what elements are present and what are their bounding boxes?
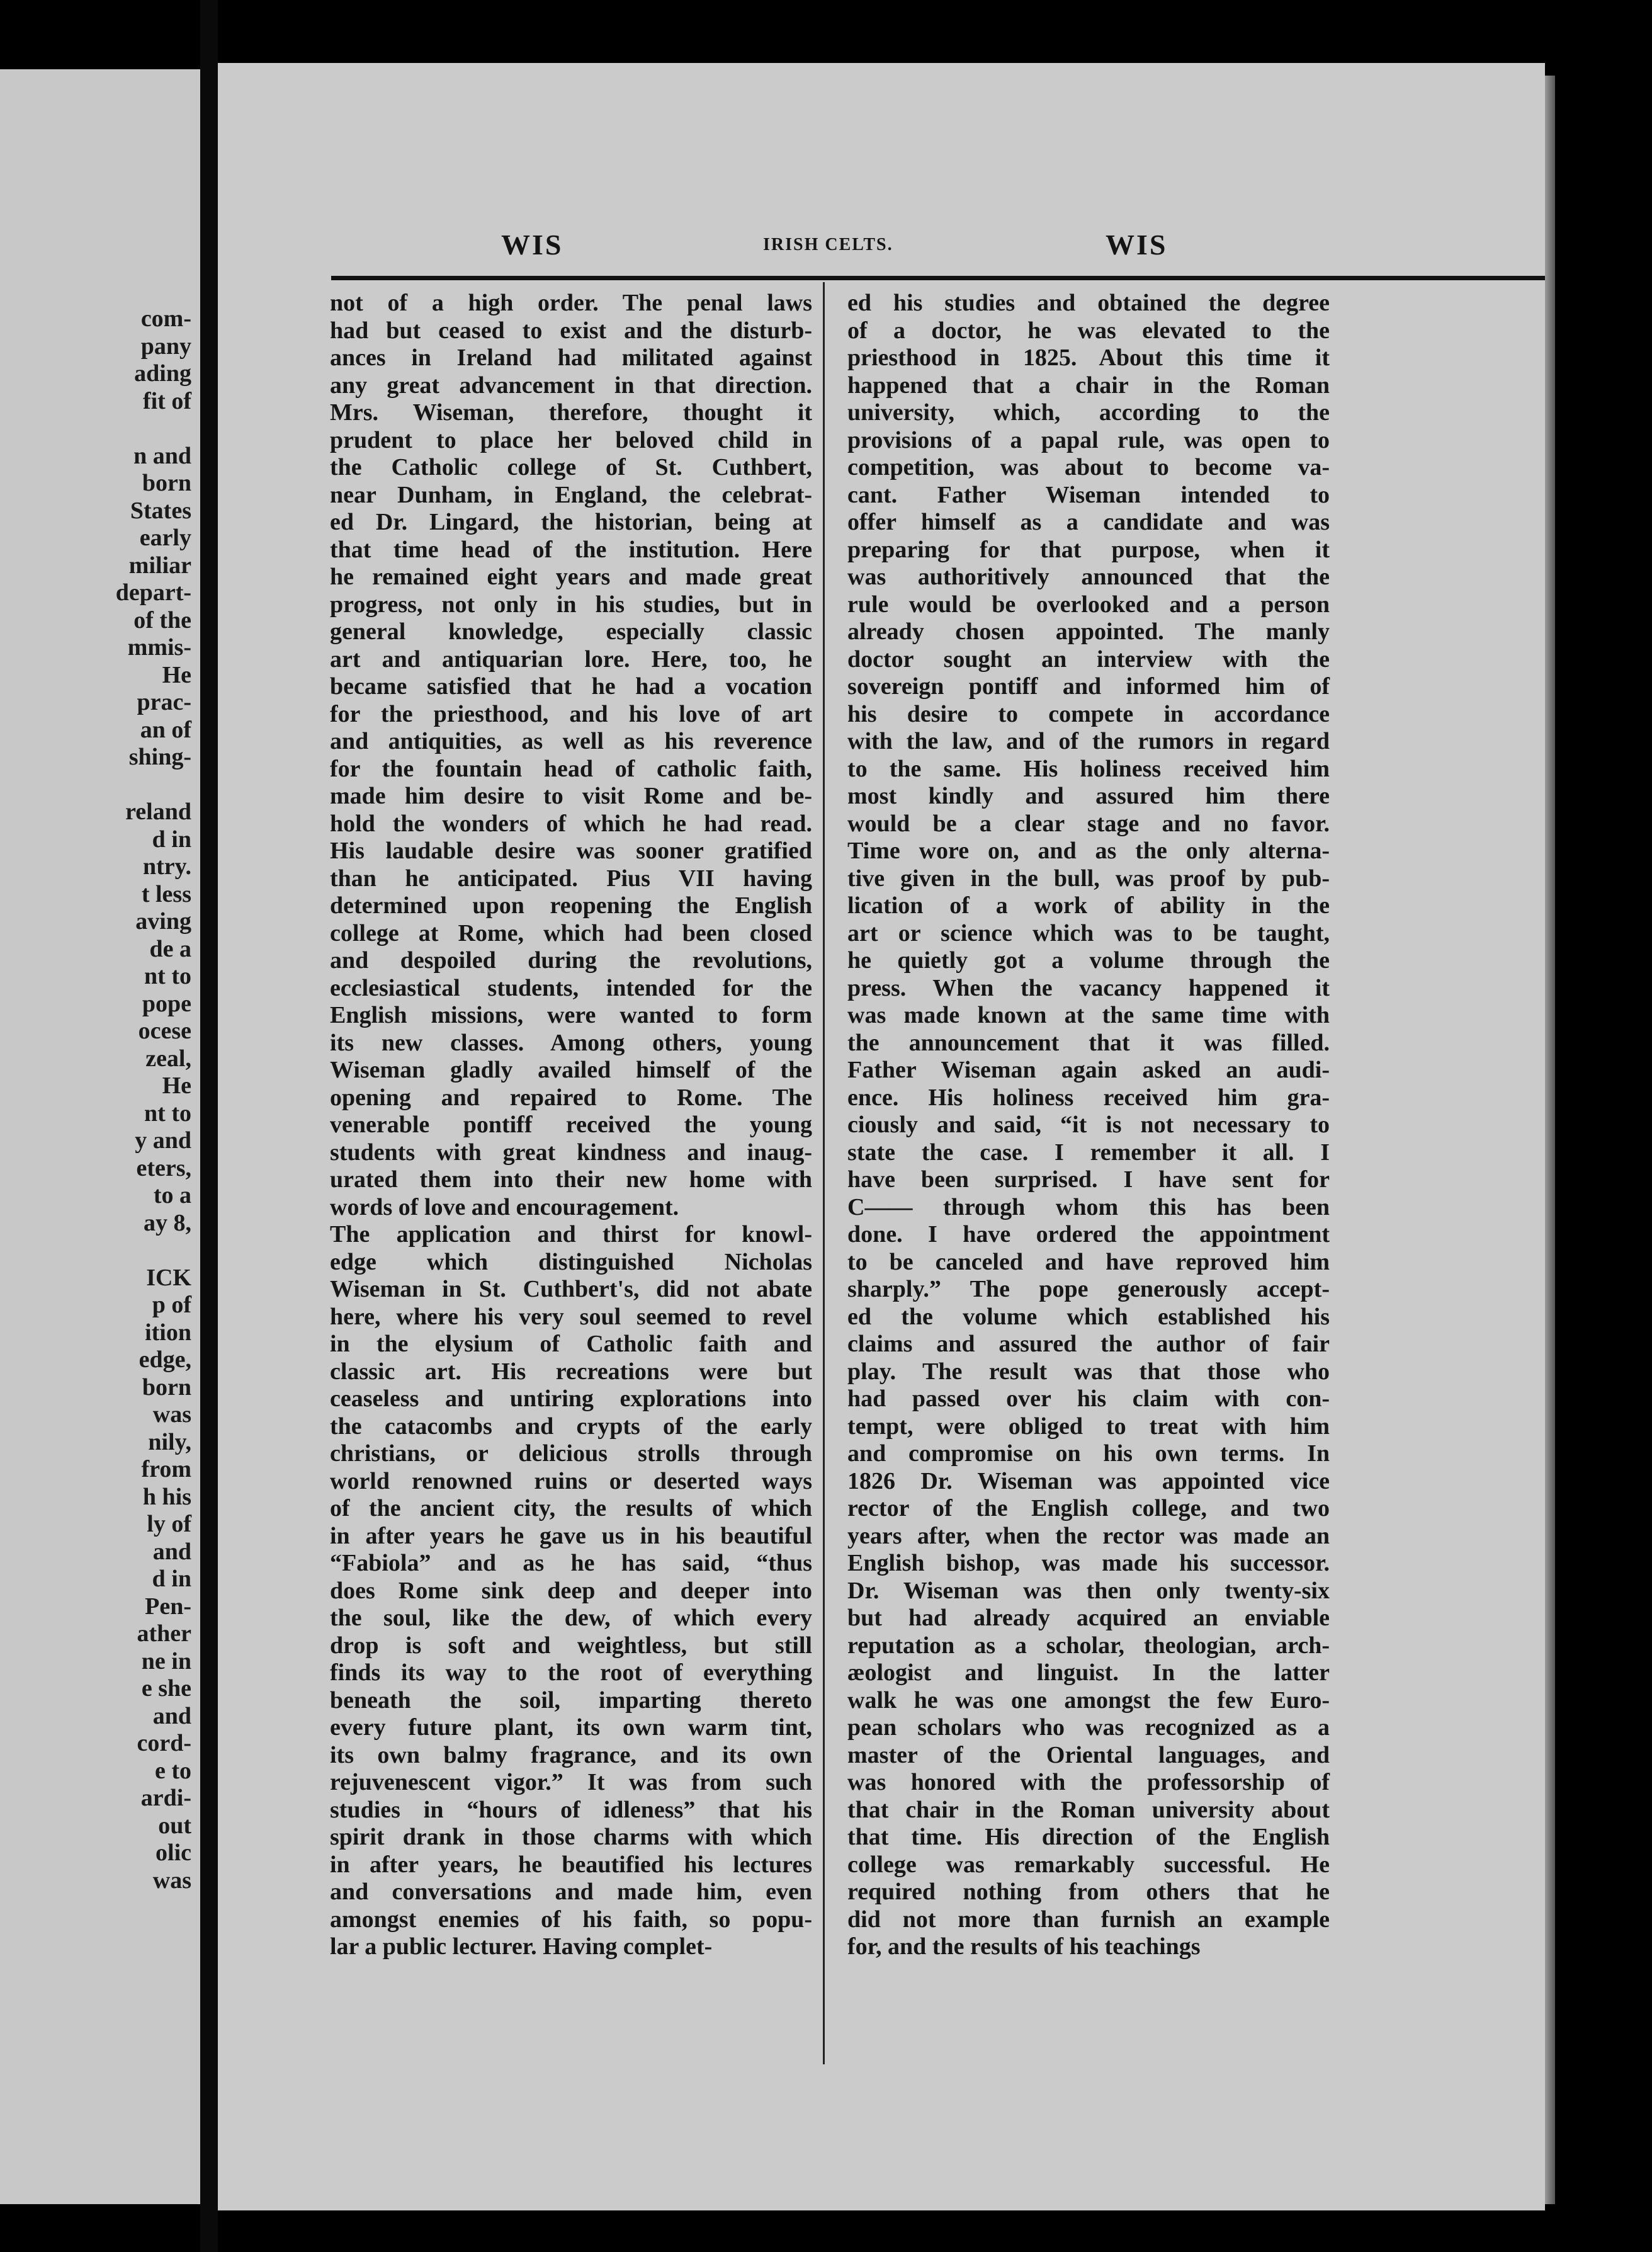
text-line: Mrs. Wiseman, therefore, thought it: [330, 399, 812, 426]
text-line: words of love and encouragement.: [330, 1193, 679, 1220]
text-line: æologist and linguist. In the latter: [847, 1659, 1330, 1686]
text-line: and compromise on his own terms. In: [847, 1440, 1330, 1467]
prev-text-line: t less: [141, 880, 191, 907]
prev-text-line: of the: [133, 606, 191, 634]
prev-text-line: ition: [145, 1319, 191, 1346]
text-line: ecclesiastical students, intended for the: [330, 974, 812, 1001]
text-line: determined upon reopening the English: [330, 892, 812, 919]
prev-text-line: olic: [156, 1840, 191, 1866]
prev-text-line: an of: [140, 716, 191, 743]
text-line: lication of a work of ability in the: [847, 892, 1330, 919]
text-line: of a doctor, he was elevated to the: [847, 317, 1330, 344]
text-line: art or science which was to be taught,: [847, 919, 1330, 947]
text-line: play. The result was that those who: [847, 1358, 1330, 1385]
text-line: any great advancement in that direction.: [330, 372, 812, 399]
text-line: tive given in the bull, was proof by pub-: [847, 865, 1330, 892]
prev-text-line: d in: [152, 1566, 191, 1592]
prev-text-line: He: [162, 661, 191, 688]
text-line: had but ceased to exist and the disturb-: [330, 317, 812, 344]
text-line: he quietly got a volume through the: [847, 947, 1330, 974]
prev-text-line: States: [130, 497, 191, 524]
prev-text-line: from: [141, 1456, 191, 1482]
prev-text-line: y and: [135, 1127, 191, 1154]
text-line: had passed over his claim with con-: [847, 1385, 1330, 1412]
prev-text-line: prac-: [137, 689, 191, 715]
previous-page-text: [116, 305, 191, 1894]
text-line: sharply.” The pope generously accept-: [847, 1276, 1330, 1302]
prev-text-line: depart-: [115, 579, 191, 606]
text-line: venerable pontiff received the young: [330, 1112, 812, 1138]
text-line: urated them into their new home with: [330, 1166, 812, 1193]
text-line: provisions of a papal rule, was open to: [847, 426, 1330, 453]
text-line: master of the Oriental languages, and: [847, 1741, 1330, 1768]
text-line: and conversations and made him, even: [330, 1879, 812, 1905]
prev-text-line: aving: [135, 908, 191, 935]
prev-text-line: and: [152, 1538, 191, 1565]
prev-text-line: edge,: [139, 1346, 191, 1373]
text-line: to be canceled and have reproved him: [847, 1248, 1330, 1275]
prev-text-line: cord-: [137, 1730, 191, 1756]
text-line: was honored with the professorship of: [847, 1769, 1330, 1795]
text-line: claims and assured the author of fair: [847, 1331, 1330, 1357]
text-line: rule would be overlooked and a person: [847, 591, 1330, 618]
text-line: required nothing from others that he: [847, 1879, 1330, 1905]
text-line: reputation as a scholar, theologian, arch-: [847, 1632, 1330, 1659]
text-line: classic art. His recreations were but: [330, 1358, 812, 1385]
prev-text-line: d in: [152, 826, 191, 853]
text-line: for the priesthood, and his love of art: [330, 700, 812, 727]
prev-text-line: pany: [140, 333, 191, 360]
prev-text-line: e she: [141, 1675, 191, 1702]
text-line: Father Wiseman again asked an audi-: [847, 1057, 1330, 1083]
prev-text-line: fit of: [142, 387, 191, 414]
text-line: progress, not only in his studies, but in: [330, 591, 812, 618]
text-line: amongst enemies of his faith, so popu-: [330, 1906, 812, 1933]
text-line: ed his studies and obtained the degree: [847, 290, 1330, 316]
prev-text-line: to a: [153, 1182, 191, 1208]
text-line: prudent to place her beloved child in: [330, 426, 812, 453]
prev-text-line: ay 8,: [144, 1209, 191, 1236]
previous-page-fragment: [0, 69, 200, 2204]
text-line: with the law, and of the rumors in regard: [847, 728, 1330, 754]
prev-text-line: out: [158, 1812, 191, 1839]
text-line: and despoiled during the revolutions,: [330, 947, 812, 974]
text-line: tempt, were obliged to treat with him: [847, 1413, 1330, 1440]
prev-text-line: pope: [142, 990, 191, 1017]
text-line: in after years, he beautified his lectures: [330, 1851, 812, 1878]
text-line: drop is soft and weightless, but still: [330, 1632, 812, 1659]
text-line: done. I have ordered the appointment: [847, 1221, 1330, 1248]
text-line: Time wore on, and as the only alterna-: [847, 838, 1330, 864]
prev-text-line: born: [142, 1373, 191, 1401]
text-line: does Rome sink deep and deeper into: [330, 1577, 812, 1604]
prev-text-line: He: [162, 1072, 191, 1099]
text-line: that chair in the Roman university about: [847, 1796, 1330, 1823]
text-line: pean scholars who was recognized as a: [847, 1714, 1330, 1741]
column-divider: [823, 282, 825, 2064]
text-line: competition, was about to become va-: [847, 454, 1330, 481]
text-line: rejuvenescent vigor.” It was from such: [330, 1769, 812, 1795]
prev-text-line: mmis-: [127, 634, 191, 661]
text-line: for the fountain head of catholic faith,: [330, 755, 812, 782]
text-line: cant. Father Wiseman intended to: [847, 481, 1330, 508]
prev-text-line: n and: [133, 442, 191, 469]
text-line: general knowledge, especially classic: [330, 618, 812, 645]
text-line: “Fabiola” and as he has said, “thus: [330, 1550, 812, 1576]
text-line: became satisfied that he had a vocation: [330, 673, 812, 700]
text-line: opening and repaired to Rome. The: [330, 1084, 812, 1111]
header-rule: [331, 276, 1545, 280]
text-line: rector of the English college, and two: [847, 1495, 1330, 1521]
text-line: Wiseman gladly availed himself of the: [330, 1057, 812, 1083]
text-line: the Catholic college of St. Cuthbert,: [330, 454, 812, 481]
text-line: ed Dr. Lingard, the historian, being at: [330, 509, 812, 535]
prev-text-line: nt to: [144, 1100, 191, 1127]
text-line: 1826 Dr. Wiseman was appointed vice: [847, 1467, 1330, 1494]
prev-text-line: eters,: [136, 1154, 191, 1181]
text-line: not of a high order. The penal laws: [330, 290, 812, 316]
text-line: but had already acquired an enviable: [847, 1605, 1330, 1631]
text-line: C—— through whom this has been: [847, 1193, 1330, 1220]
text-line: the announcement that it was filled.: [847, 1029, 1330, 1056]
prev-text-line: and: [152, 1702, 191, 1729]
text-line: was made known at the same time with: [847, 1002, 1330, 1028]
prev-text-line: ICK: [146, 1264, 191, 1291]
text-line: sovereign pontiff and informed him of: [847, 673, 1330, 700]
prev-text-line: de a: [149, 935, 191, 962]
text-line: that time. His direction of the English: [847, 1824, 1330, 1850]
text-line: spirit drank in those charms with which: [330, 1824, 812, 1850]
text-line: ciously and said, “it is not necessary to: [847, 1112, 1330, 1138]
prev-text-line: ading: [134, 360, 191, 387]
prev-text-line: born: [142, 470, 191, 496]
text-line: studies in “hours of idleness” that his: [330, 1796, 812, 1823]
text-line: did not more than furnish an example: [847, 1906, 1330, 1933]
prev-text-line: ne in: [141, 1647, 191, 1675]
text-line: His laudable desire was sooner gratified: [330, 838, 812, 864]
text-line: than he anticipated. Pius VII having: [330, 865, 812, 892]
text-line: English bishop, was made his successor.: [847, 1550, 1330, 1576]
text-line: hold the wonders of which he had read.: [330, 810, 812, 837]
prev-text-line: Pen-: [145, 1593, 191, 1620]
text-line: its new classes. Among others, young: [330, 1029, 812, 1056]
prev-text-line: [116, 415, 191, 443]
prev-text-line: was: [152, 1867, 191, 1894]
text-line: its own balmy fragrance, and its own: [330, 1741, 812, 1768]
prev-text-line: e to: [154, 1757, 191, 1784]
text-line: university, which, according to the: [847, 399, 1330, 426]
text-line: was authoritively announced that the: [847, 564, 1330, 590]
prev-text-line: h his: [142, 1483, 191, 1510]
text-line: in after years he gave us in his beautiful: [330, 1522, 812, 1549]
prev-text-line: miliar: [128, 552, 191, 579]
text-line: here, where his very soul seemed to revel: [330, 1303, 812, 1330]
prev-text-line: early: [139, 525, 191, 551]
page-gutter: [200, 0, 218, 2252]
text-line: edge which distinguished Nicholas: [330, 1248, 812, 1275]
text-line: priesthood in 1825. About this time it: [847, 344, 1330, 371]
text-line: have been surprised. I have sent for: [847, 1166, 1330, 1193]
text-line: press. When the vacancy happened it: [847, 974, 1330, 1001]
text-line: English missions, were wanted to form: [330, 1002, 812, 1028]
text-line: would be a clear stage and no favor.: [847, 810, 1330, 837]
prev-text-line: reland: [125, 799, 191, 825]
text-line: state the case. I remember it all. I: [847, 1139, 1330, 1166]
text-line: he remained eight years and made great: [330, 564, 812, 590]
prev-text-line: ly of: [147, 1511, 191, 1537]
text-line: students with great kindness and inaug-: [330, 1139, 812, 1166]
prev-text-line: com-: [140, 305, 191, 332]
running-head-title: IRISH CELTS.: [763, 235, 893, 254]
text-line: The application and thirst for knowl-: [330, 1221, 812, 1248]
text-line: for, and the results of his teachings: [847, 1933, 1201, 1960]
text-line: made him desire to visit Rome and be-: [330, 783, 812, 809]
prev-text-line: nily,: [148, 1428, 191, 1455]
text-line: in the elysium of Catholic faith and: [330, 1331, 812, 1357]
prev-text-line: p of: [152, 1292, 191, 1318]
prev-text-line: nt to: [144, 963, 191, 989]
prev-text-line: ntry.: [142, 853, 191, 880]
text-line: ence. His holiness received him gra-: [847, 1084, 1330, 1111]
page-edge-shadow: [1545, 76, 1555, 2204]
text-line: years after, when the rector was made an: [847, 1522, 1330, 1549]
text-line: walk he was one amongst the few Euro-: [847, 1686, 1330, 1714]
text-line: happened that a chair in the Roman: [847, 372, 1330, 399]
text-line: of the ancient city, the results of which: [330, 1495, 812, 1521]
text-line: preparing for that purpose, when it: [847, 536, 1330, 563]
text-line: world renowned ruins or deserted ways: [330, 1467, 812, 1494]
text-line: art and antiquarian lore. Here, too, he: [330, 645, 812, 673]
prev-text-line: shing-: [128, 744, 191, 770]
running-head-left: WIS: [501, 229, 563, 261]
text-line: the catacombs and crypts of the early: [330, 1413, 812, 1440]
text-line: already chosen appointed. The manly: [847, 618, 1330, 645]
prev-text-line: zeal,: [145, 1045, 191, 1072]
text-line: beneath the soil, imparting thereto: [330, 1686, 812, 1714]
text-line: ceaseless and untiring explorations into: [330, 1385, 812, 1412]
text-line: christians, or delicious strolls through: [330, 1440, 812, 1467]
prev-text-line: [116, 771, 191, 799]
text-line: Wiseman in St. Cuthbert's, did not abate: [330, 1276, 812, 1302]
document-page: [218, 63, 1545, 2210]
running-head-right: WIS: [1106, 229, 1168, 261]
prev-text-line: [116, 1237, 191, 1265]
text-line: offer himself as a candidate and was: [847, 509, 1330, 535]
text-line: ances in Ireland had militated against: [330, 344, 812, 371]
text-line: most kindly and assured him there: [847, 783, 1330, 809]
text-line: to the same. His holiness received him: [847, 755, 1330, 782]
text-line: lar a public lecturer. Having complet-: [330, 1933, 713, 1960]
text-line: near Dunham, in England, the celebrat-: [330, 481, 812, 508]
text-column-left: [330, 290, 812, 1961]
text-line: his desire to compete in accordance: [847, 700, 1330, 727]
prev-text-line: was: [152, 1401, 191, 1428]
text-line: college was remarkably successful. He: [847, 1851, 1330, 1878]
text-line: every future plant, its own warm tint,: [330, 1714, 812, 1741]
text-line: that time head of the institution. Here: [330, 536, 812, 563]
prev-text-line: ardi-: [140, 1785, 191, 1811]
prev-text-line: ocese: [138, 1018, 191, 1044]
text-line: the soul, like the dew, of which every: [330, 1605, 812, 1631]
text-line: doctor sought an interview with the: [847, 645, 1330, 673]
text-column-right: [847, 290, 1330, 1961]
text-line: ed the volume which established his: [847, 1303, 1330, 1330]
prev-text-line: ather: [137, 1620, 191, 1647]
text-line: finds its way to the root of everything: [330, 1659, 812, 1686]
text-line: college at Rome, which had been closed: [330, 919, 812, 947]
text-line: and antiquities, as well as his reverence: [330, 728, 812, 754]
text-line: Dr. Wiseman was then only twenty-six: [847, 1577, 1330, 1604]
